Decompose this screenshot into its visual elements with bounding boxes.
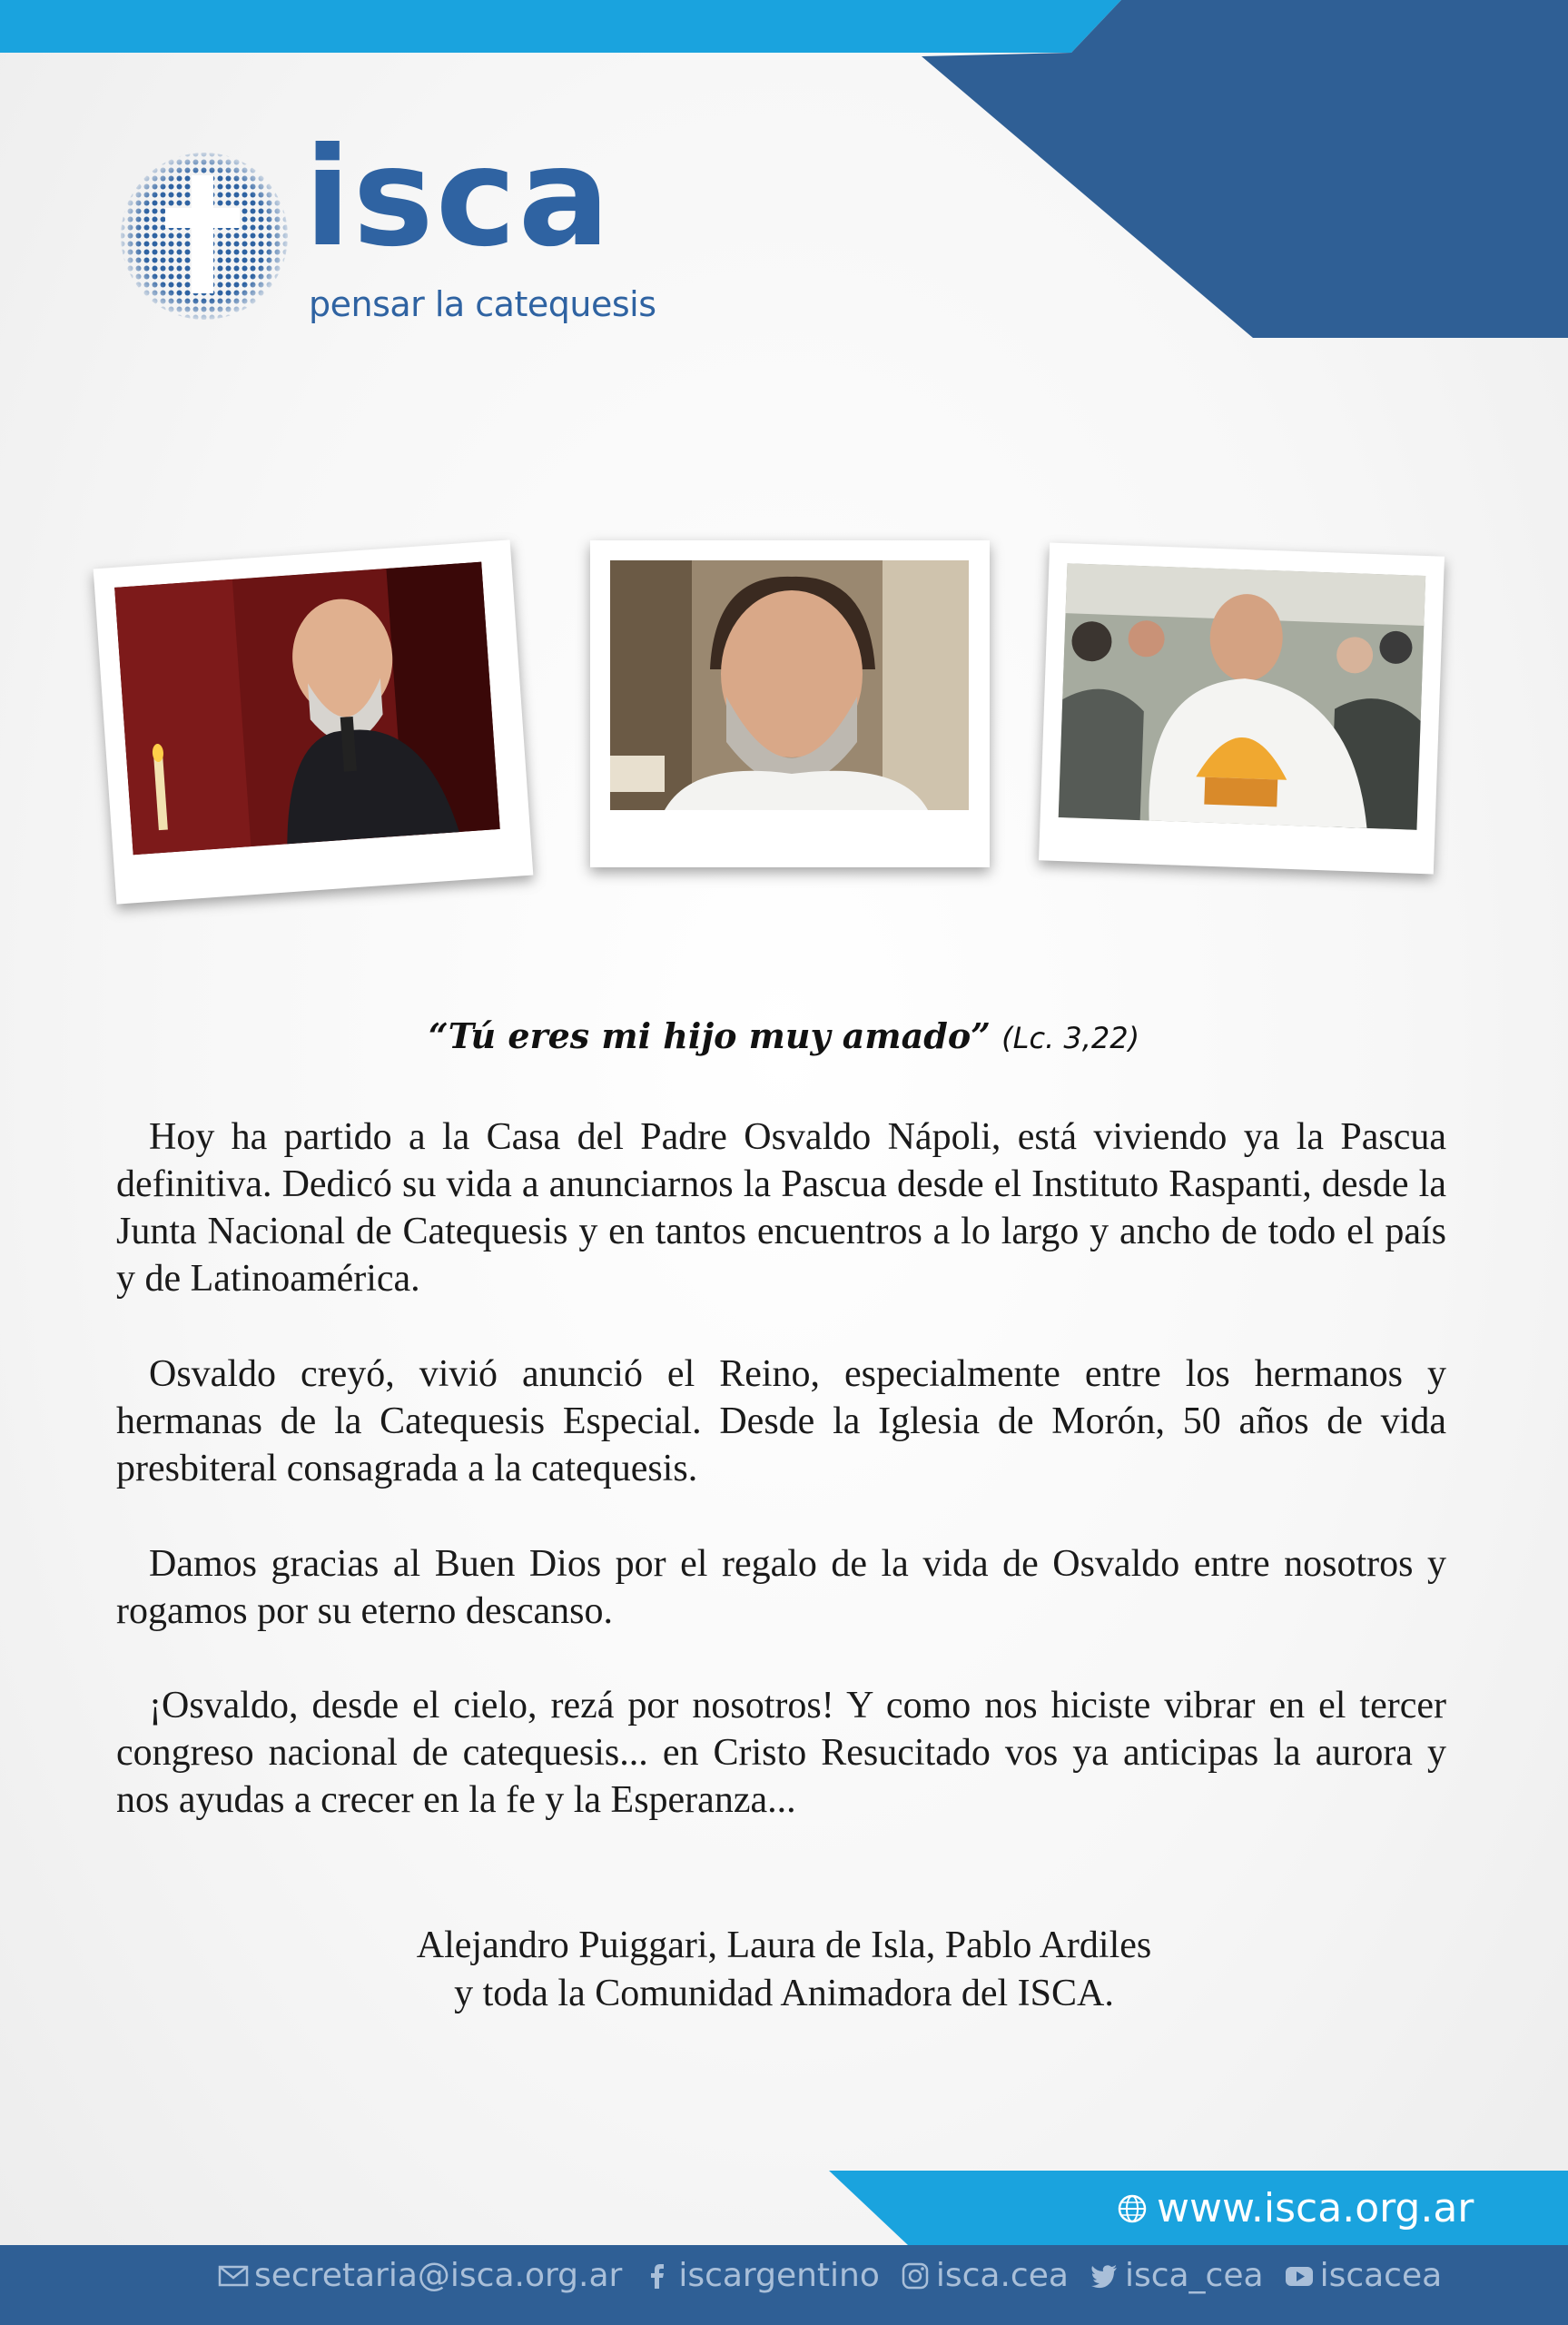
quote-text: “Tú eres mi hijo muy amado”	[428, 1015, 991, 1056]
paragraph-2	[116, 1350, 1446, 1492]
signature-line-1: Alejandro Puiggari, Laura de Isla, Pablo Ardiles	[416, 1924, 1152, 1966]
polaroid-photo-1	[94, 539, 534, 904]
polaroid-photo-2	[590, 540, 990, 867]
facebook-link[interactable]	[642, 2257, 880, 2294]
twitter-bird-icon	[1089, 2261, 1119, 2291]
signature-line-2: y toda la Comunidad Animadora del ISCA.	[454, 1973, 1114, 2014]
paragraph-3	[116, 1540, 1446, 1635]
photo-speaking-with-microphone	[114, 562, 500, 856]
logo-tagline: pensar la catequesis	[309, 284, 656, 324]
email-link[interactable]	[218, 2257, 622, 2294]
isca-logo	[118, 119, 656, 341]
paragraph-2-text: Osvaldo creyó, vivió anunció el Reino, especialmente entre los hermanos y hermanas de la Catequesis Especial. Desde la Iglesia de Morón, 50 años de vida presbiteral consagrada a la catequesis.	[116, 1353, 1446, 1489]
scripture-quote	[0, 1015, 1568, 1056]
website-link[interactable]	[1117, 2185, 1474, 2231]
contact-row	[218, 2257, 1442, 2294]
twitter-link[interactable]	[1089, 2257, 1264, 2294]
logo-wordmark: isca	[304, 119, 612, 277]
instagram-link[interactable]	[900, 2257, 1069, 2294]
facebook-icon	[642, 2261, 673, 2291]
globe-icon	[1117, 2193, 1148, 2224]
paragraph-1-text: Hoy ha partido a la Casa del Padre Osvaldo Nápoli, está viviendo ya la Pascua definitiva. Dedicó su vida a anunciarnos la Pascua desde el Instituto Raspanti, desde la Junta Nacional de Catequesis y en tantos encuentros a lo largo y ancho de todo el país y de Latinoamérica.	[116, 1116, 1446, 1300]
paragraph-3-text: Damos gracias al Buen Dios por el regalo de la vida de Osvaldo entre nosotros y rogamos por su eterno descanso.	[116, 1543, 1446, 1632]
instagram-text: isca.cea	[935, 2257, 1069, 2294]
youtube-icon	[1284, 2261, 1315, 2291]
dotted-globe-cross-icon	[118, 150, 291, 322]
quote-reference: (Lc. 3,22)	[1001, 1021, 1140, 1055]
twitter-text: isca_cea	[1124, 2257, 1264, 2294]
paragraph-4	[116, 1682, 1446, 1824]
envelope-icon	[218, 2261, 249, 2291]
facebook-text: iscargentino	[678, 2257, 880, 2294]
email-text: secretaria@isca.org.ar	[254, 2257, 623, 2294]
paragraph-1	[116, 1113, 1446, 1302]
instagram-icon	[900, 2261, 931, 2291]
website-text: www.isca.org.ar	[1157, 2185, 1474, 2231]
youtube-text: iscacea	[1319, 2257, 1443, 2294]
photo-portrait	[610, 560, 969, 810]
photo-crowd-with-vestment	[1059, 563, 1426, 830]
polaroid-photo-3	[1039, 543, 1445, 875]
youtube-link[interactable]	[1284, 2257, 1443, 2294]
signature-block	[0, 1922, 1568, 2018]
paragraph-4-text: ¡Osvaldo, desde el cielo, rezá por nosotros! Y como nos hiciste vibrar en el tercer congreso nacional de catequesis... en Cristo Resucitado vos ya anticipas la aurora y nos ayudas a crecer en la fe y la Esperanza...	[116, 1685, 1446, 1821]
